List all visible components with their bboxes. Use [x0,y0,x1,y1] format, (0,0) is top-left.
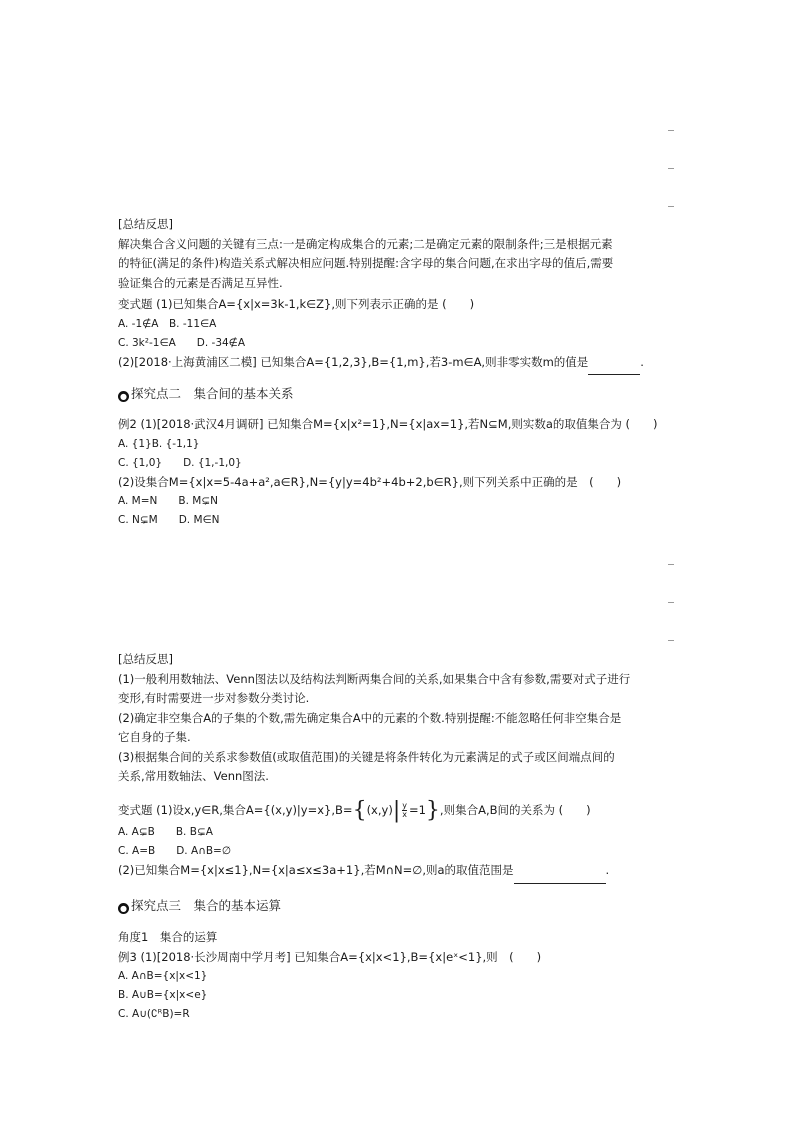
question-text: (2)[2018·上海黄浦区二模] 已知集合A={1,2,3},B={1,m},若3-m∈A,则非零实数m的值是 [118,354,589,369]
option-row: A. -1∉A B. -11∈A [118,317,217,330]
set-element: (x,y) [366,803,393,817]
option-row: A. A∩B={x|x<1} [118,970,208,982]
section-bullet-icon: ● [118,903,129,914]
question-stem: 例3 (1)[2018·长沙周南中学月考] 已知集合A={x|x<1},B={x|eˣ<1},则 ( ) [118,949,542,964]
section-header-2 [118,384,678,404]
summary-line: 变形,有时需要进一步对参数分类讨论. [118,691,310,705]
section-title: 探究点三 集合的基本运算 [131,898,282,913]
option-row: B. A∪B={x|x<e} [118,989,208,1001]
summary-line: 关系,常用数轴法、Venn图法. [118,769,269,783]
option-row: A. A⊊B B. B⊊A [118,826,213,838]
example-2 [118,415,678,530]
summary-line: (2)确定非空集合A的子集的个数,需先确定集合A中的元素的个数.特别提醒:不能忽略任何非空集合是 [118,710,622,725]
bar: | [392,798,401,823]
section-title: 探究点二 集合间的基本关系 [131,386,294,401]
question-stem [118,797,678,823]
summary-line: 解决集合含义问题的关键有三点:一是确定构成集合的元素;二是确定元素的限制条件;三是根据元素 [118,236,613,251]
margin-mark [668,130,674,131]
margin-mark [668,206,674,207]
margin-mark [668,168,674,169]
option-row: A. M=N B. M⊊N [118,495,218,507]
fraction [402,802,407,819]
variant-question-1 [118,295,678,375]
angle-title: 角度1 集合的运算 [118,930,218,944]
variant-question-2 [118,797,678,884]
question-text: ,则集合A,B间的关系为 ( ) [439,803,591,817]
option-row: C. 3k²-1∈A D. -34∉A [118,336,246,349]
option-row: C. {1,0} D. {1,-1,0} [118,456,242,469]
angle-1 [118,928,678,1024]
answer-blank[interactable] [588,355,640,376]
brace-right: } [425,798,440,823]
summary-reflection-1 [118,215,678,293]
option-row: C. N⊊M D. M∈N [118,514,220,526]
summary-line: (1)一般利用数轴法、Venn图法以及结构法判断两集合间的关系,如果集合中含有参数,需要对式子进行 [118,671,631,686]
summary-line: 它自身的子集. [118,730,191,744]
margin-mark [668,640,674,641]
summary-line: 验证集合的元素是否满足互异性. [118,275,283,290]
option-row: C. A=B D. A∩B=∅ [118,845,231,857]
fraction-denominator: x [402,810,407,819]
summary-line: (3)根据集合间的关系求参数值(或取值范围)的关键是将条件转化为元素满足的式子或区间端点间的 [118,749,615,764]
section-bullet-icon: ● [118,391,129,402]
answer-blank[interactable] [514,863,606,884]
summary-title: [总结反思] [118,652,173,666]
question-end: . [605,863,610,877]
option-row: C. A∪(∁ᴿB)=R [118,1008,190,1020]
question-stem-2 [118,861,678,884]
fraction-numerator: y [402,801,407,810]
section-header-3 [118,896,678,916]
set-condition: =1 [408,803,426,817]
question-stem-2 [118,353,678,376]
summary-line: 的特征(满足的条件)构造关系式解决相应问题.特别提醒:含字母的集合问题,在求出字母的值后,需要 [118,256,614,270]
question-stem: 例2 (1)[2018·武汉4月调研] 已知集合M={x|x²=1},N={x|ax=1},若N⊆M,则实数a的取值集合为 ( ) [118,417,658,431]
margin-mark [668,564,674,565]
question-text: (2)已知集合M={x|x≤1},N={x|a≤x≤3a+1},若M∩N=∅,则a的取值范围是 [118,863,514,877]
option-row: A. {1}B. {-1,1} [118,437,200,450]
question-end: . [640,354,644,369]
summary-reflection-2 [118,650,678,787]
summary-title: [总结反思] [118,217,173,231]
brace-left: { [352,798,367,823]
question-stem: (2)设集合M={x|x=5-4a+a²,a∈R},N={y|y=4b²+4b+2,b∈R},则下列关系中正确的是 ( ) [118,474,622,489]
question-text: 变式题 (1)设x,y∈R,集合A={(x,y)|y=x},B= [118,803,353,817]
margin-mark [668,602,674,603]
question-stem: 变式题 (1)已知集合A={x|x=3k-1,k∈Z},则下列表示正确的是 ( ) [118,297,475,311]
